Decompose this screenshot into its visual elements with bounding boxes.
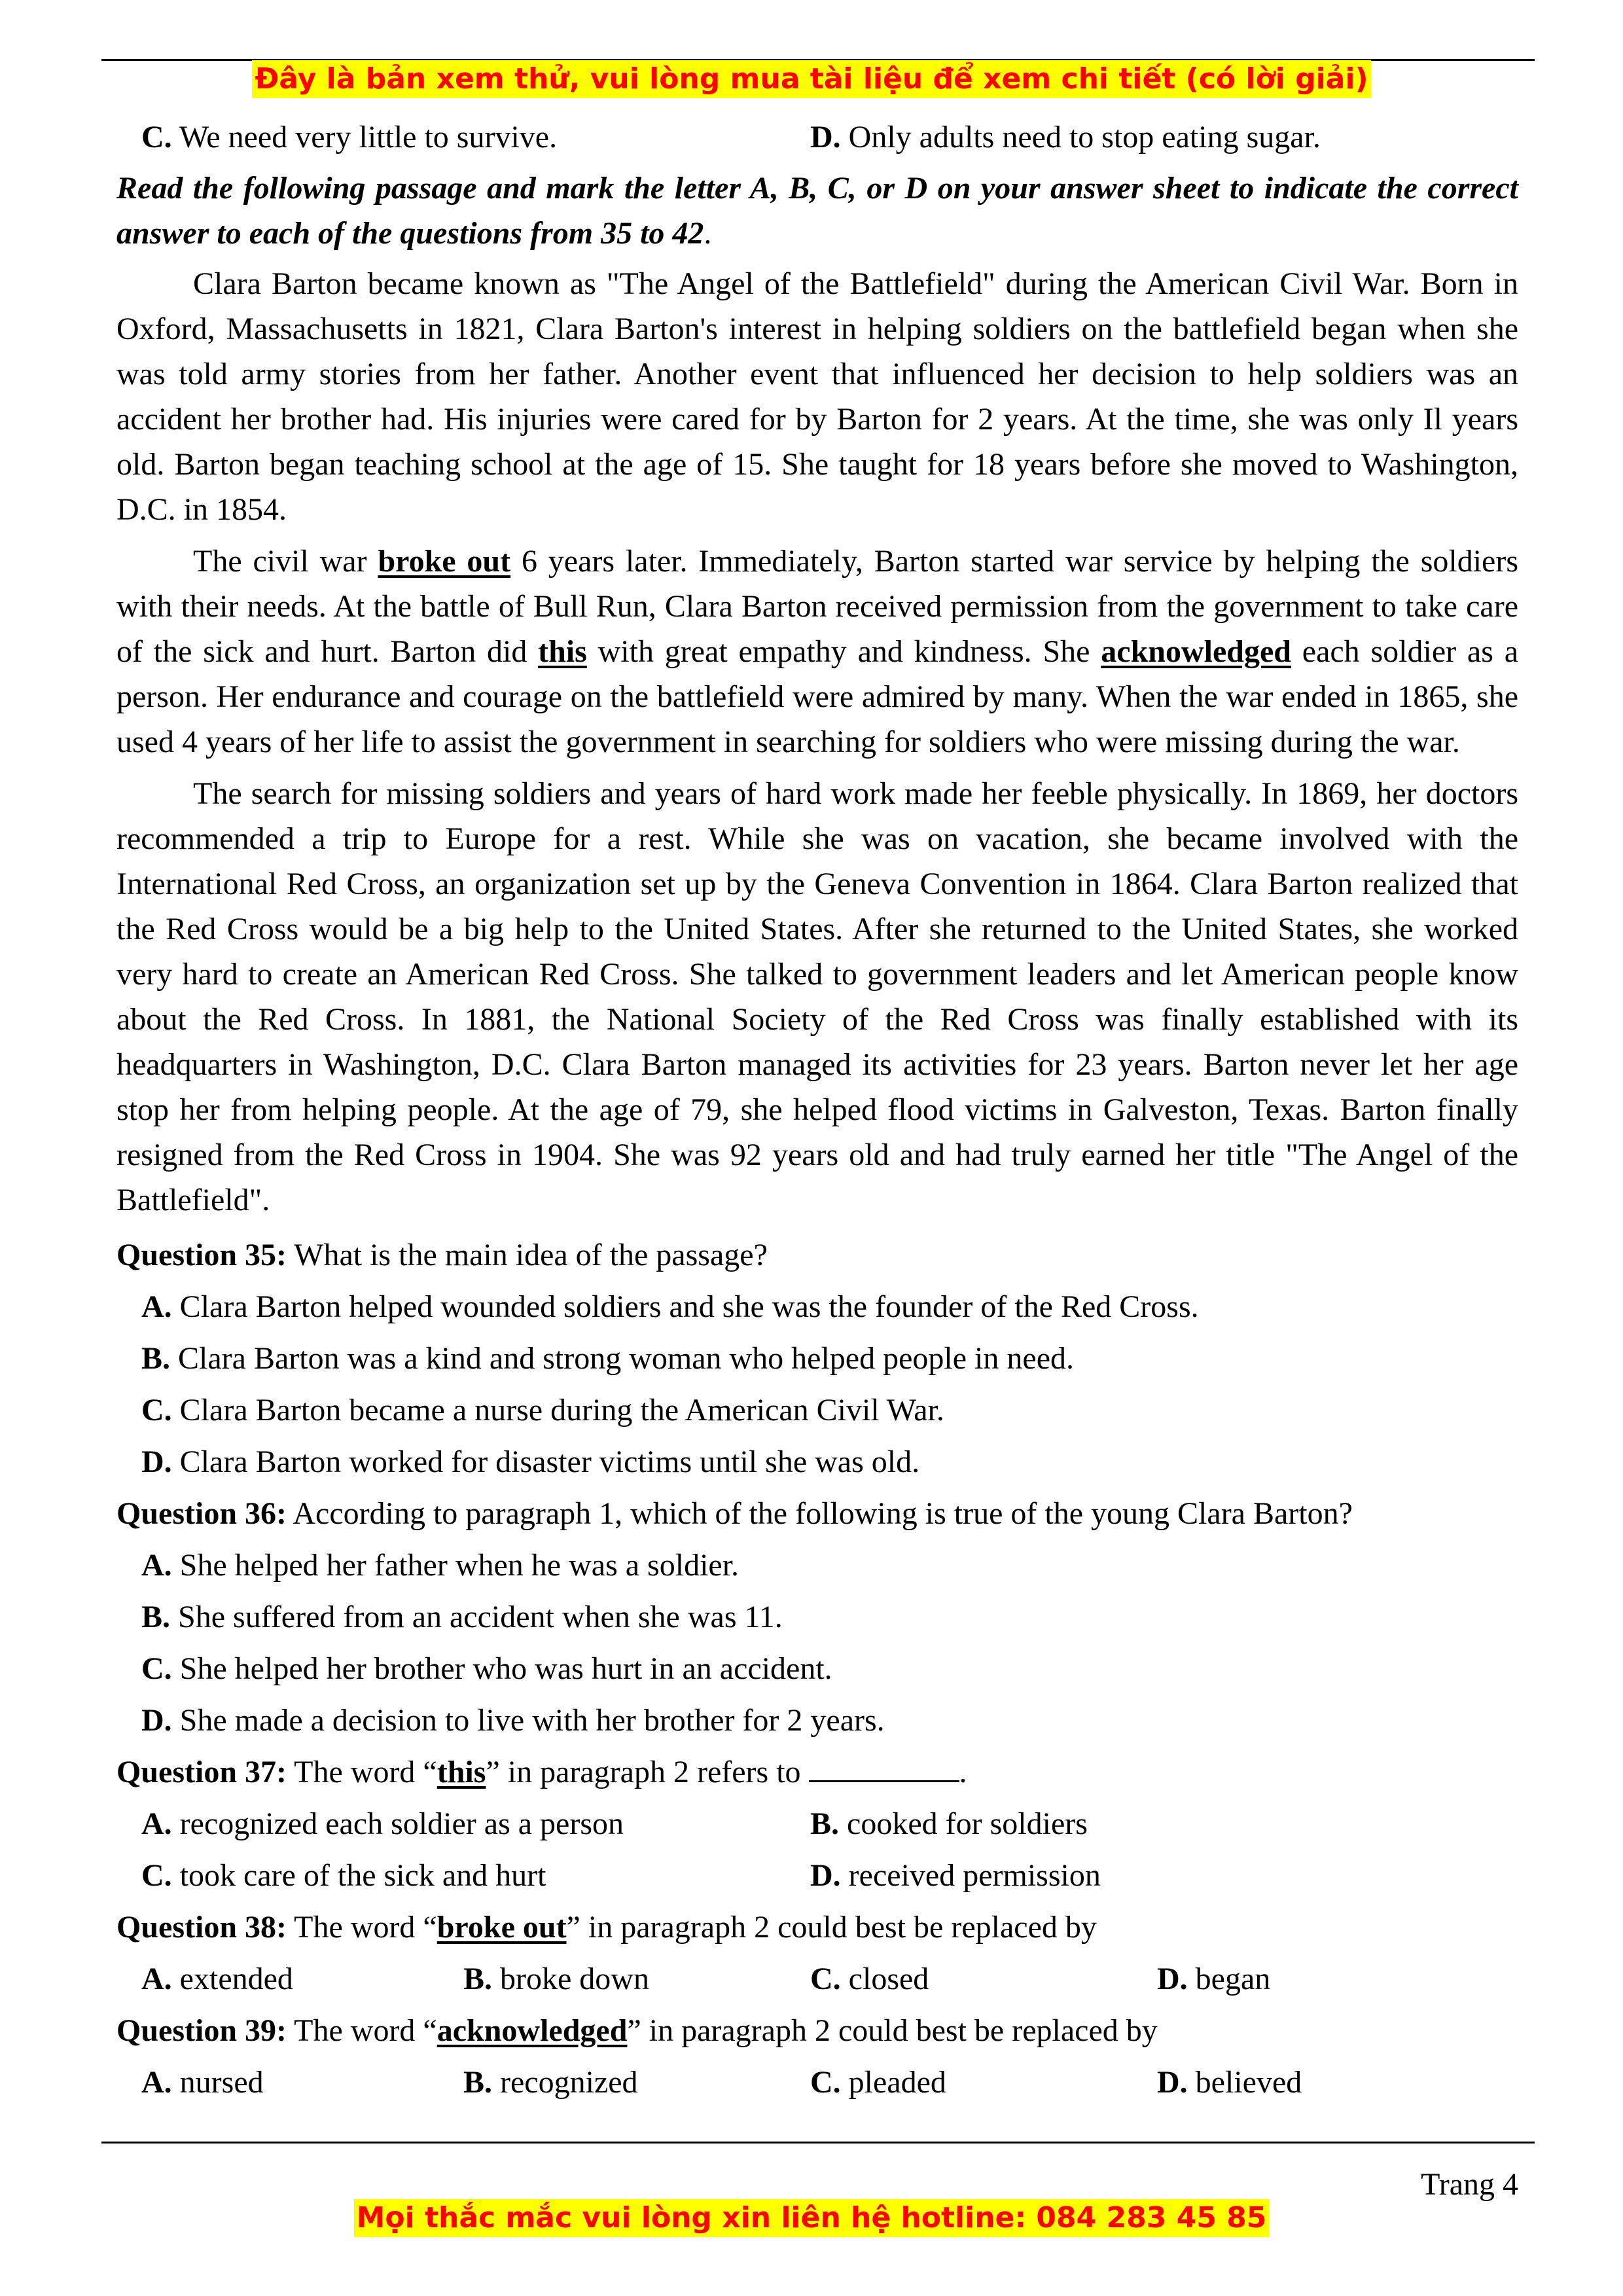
question-text: What is the main idea of the passage? <box>287 1238 768 1272</box>
q39-option-c <box>810 2060 1157 2105</box>
option-letter: A. <box>141 1548 172 1583</box>
option-d <box>810 115 1504 160</box>
question-text: The word “ <box>287 1910 437 1945</box>
question-text: The word “ <box>287 2013 437 2048</box>
q35-option-b <box>116 1333 1518 1384</box>
q36-option-b <box>116 1591 1518 1643</box>
question-text: According to paragraph 1, which of the following is true of the young Clara Barton? <box>287 1496 1353 1531</box>
question-keyword: acknowledged <box>437 2013 628 2048</box>
option-letter: A. <box>141 1806 172 1841</box>
instructions <box>116 166 1518 256</box>
q38-option-b <box>463 1956 810 2001</box>
q35-option-d <box>116 1436 1518 1488</box>
option-letter: B. <box>141 1600 171 1634</box>
q37-option-a <box>116 1801 810 1846</box>
option-letter: D. <box>1157 2065 1188 2100</box>
option-text: closed <box>848 1962 929 1996</box>
option-text: She made a decision to live with her brother for 2 years. <box>179 1703 885 1738</box>
option-letter: C. <box>810 1962 841 1996</box>
keyword-acknowledged: acknowledged <box>1101 634 1291 669</box>
keyword-broke-out: broke out <box>378 544 511 579</box>
q39-option-a <box>116 2060 463 2105</box>
q39-option-d <box>1157 2060 1504 2105</box>
q37-option-d <box>810 1853 1504 1898</box>
option-text: began <box>1195 1962 1271 1996</box>
passage-paragraph-2 <box>116 539 1518 764</box>
option-letter: C. <box>810 2065 841 2100</box>
p2-seg-1: The civil war <box>193 544 378 579</box>
p2-seg-2: 6 years later. Immediately, Barton started war service by helping the soldiers with their needs. At the battle of Bull Run, Clara Barton received permission from the government to take care of the sick and hurt. Barton did <box>116 544 1519 669</box>
option-text: She suffered from an accident when she was 11. <box>178 1600 783 1634</box>
question-label: Question 35: <box>116 1238 287 1272</box>
option-letter: A. <box>141 1289 172 1324</box>
option-text: Clara Barton was a kind and strong woman who helped people in need. <box>178 1341 1074 1376</box>
q36-option-a <box>116 1539 1518 1591</box>
question-end: . <box>959 1755 967 1789</box>
question-text: ” in paragraph 2 could best be replaced by <box>566 1910 1097 1945</box>
option-letter: D. <box>810 120 841 154</box>
option-letter: D. <box>141 1703 172 1738</box>
passage-paragraph-3: The search for missing soldiers and years of hard work made her feeble physically. In 1869, her doctors recommended a trip to Europe for a rest. While she was on vacation, she became involved with the International Red Cross, an organization set up by the Geneva Convention in 1864. Clara Barton realized that the Red Cross would be a big help to the United States. After she returned to the United States, she worked very hard to create an American Red Cross. She talked to government leaders and let American people know about the Red Cross. In 1881, the National Society of the Red Cross was finally established with its headquarters in Washington, D.C. Clara Barton managed its activities for 23 years. Barton never let her age stop her from helping people. At the age of 79, she helped flood victims in Galveston, Texas. Barton finally resigned from the Red Cross in 1904. She was 92 years old and had truly earned her title "The Angel of the Battlefield". <box>116 776 1518 1217</box>
hotline-banner: Mọi thắc mắc vui lòng xin liên hệ hotline: 084 283 45 85 <box>354 2199 1270 2237</box>
keyword-this: this <box>538 634 587 669</box>
preview-banner-wrap <box>0 60 1623 98</box>
option-text: cooked for soldiers <box>847 1806 1088 1841</box>
passage-paragraph-1: Clara Barton became known as "The Angel of the Battlefield" during the American Civil War. Born in Oxford, Massachusetts in 1821, Clara Barton's interest in helping soldiers on the battlefield began when she was told army stories from her father. Another event that influenced her decision to help soldiers was an accident her brother had. His injuries were cared for by Barton for 2 years. At the time, she was only Il years old. Barton began teaching school at the age of 15. She taught for 18 years before she moved to Washington, D.C. in 1854. <box>116 266 1518 527</box>
option-letter: B. <box>141 1341 171 1376</box>
option-letter: A. <box>141 1962 172 1996</box>
option-text: broke down <box>500 1962 649 1996</box>
option-text: She helped her brother who was hurt in an accident. <box>179 1651 832 1686</box>
q37-option-c <box>116 1853 810 1898</box>
q37-options-row-1 <box>116 1798 1518 1850</box>
q36-option-c <box>116 1643 1518 1695</box>
page-number: Trang 4 <box>1421 2167 1518 2202</box>
q38-option-d <box>1157 1956 1504 2001</box>
question-36 <box>116 1488 1518 1539</box>
answer-blank <box>809 1754 959 1782</box>
option-letter: D. <box>1157 1962 1188 1996</box>
option-text: took care of the sick and hurt <box>179 1858 546 1893</box>
hotline-banner-wrap <box>0 2199 1623 2237</box>
question-label: Question 39: <box>116 2013 287 2048</box>
option-text: Clara Barton worked for disaster victims until she was old. <box>179 1444 920 1479</box>
q39-options <box>116 2056 1518 2108</box>
option-letter: C. <box>141 1858 172 1893</box>
option-letter: C. <box>141 1393 172 1427</box>
instruction-text: Read the following passage and mark the letter A, B, C, or D on your answer sheet to indicate the correct answer to each of the questions from 35 to 42 <box>116 171 1518 251</box>
option-text: recognized each soldier as a person <box>179 1806 624 1841</box>
option-text: pleaded <box>848 2065 946 2100</box>
option-text: Clara Barton helped wounded soldiers and she was the founder of the Red Cross. <box>179 1289 1199 1324</box>
option-letter: C. <box>141 120 172 154</box>
option-text: extended <box>179 1962 293 1996</box>
question-39 <box>116 2005 1518 2056</box>
q35-option-c <box>116 1384 1518 1436</box>
option-letter: C. <box>141 1651 172 1686</box>
option-letter: B. <box>810 1806 840 1841</box>
q38-options <box>116 1953 1518 2005</box>
question-keyword: broke out <box>437 1910 567 1945</box>
q36-option-d <box>116 1695 1518 1746</box>
p2-seg-3: with great empathy and kindness. She <box>586 634 1101 669</box>
footer-rule <box>101 2142 1535 2144</box>
option-letter: B. <box>463 1962 493 1996</box>
question-37 <box>116 1746 1518 1798</box>
option-text: believed <box>1195 2065 1302 2100</box>
question-keyword: this <box>437 1755 486 1789</box>
q35-option-a <box>116 1281 1518 1333</box>
option-text: We need very little to survive. <box>179 120 558 154</box>
q38-option-a <box>116 1956 463 2001</box>
question-38 <box>116 1901 1518 1953</box>
option-letter: A. <box>141 2065 172 2100</box>
preview-banner: Đây là bản xem thử, vui lòng mua tài liệu để xem chi tiết (có lời giải) <box>252 60 1370 98</box>
option-text: Clara Barton became a nurse during the American Civil War. <box>179 1393 944 1427</box>
option-letter: D. <box>141 1444 172 1479</box>
option-c <box>116 115 810 160</box>
page-content <box>116 111 1518 2108</box>
option-text: She helped her father when he was a soldier. <box>179 1548 740 1583</box>
option-text: Only adults need to stop eating sugar. <box>848 120 1321 154</box>
question-label: Question 36: <box>116 1496 287 1531</box>
option-text: nursed <box>179 2065 264 2100</box>
question-text: ” in paragraph 2 refers to <box>486 1755 809 1789</box>
question-35 <box>116 1229 1518 1281</box>
q39-option-b <box>463 2060 810 2105</box>
prev-question-options <box>116 111 1518 163</box>
q37-options-row-2 <box>116 1850 1518 1901</box>
question-text: The word “ <box>287 1755 437 1789</box>
question-text: ” in paragraph 2 could best be replaced by <box>627 2013 1158 2048</box>
option-letter: B. <box>463 2065 493 2100</box>
option-text: received permission <box>848 1858 1101 1893</box>
option-letter: D. <box>810 1858 841 1893</box>
question-label: Question 38: <box>116 1910 287 1945</box>
instruction-end: . <box>704 216 712 251</box>
option-text: recognized <box>500 2065 638 2100</box>
q38-option-c <box>810 1956 1157 2001</box>
q37-option-b <box>810 1801 1504 1846</box>
p2-seg-4: each soldier as a person. Her endurance and courage on the battlefield were admired by many. When the war ended in 1865, she used 4 years of her life to assist the government in searching for soldiers who were missing during the war. <box>116 634 1518 759</box>
question-label: Question 37: <box>116 1755 287 1789</box>
